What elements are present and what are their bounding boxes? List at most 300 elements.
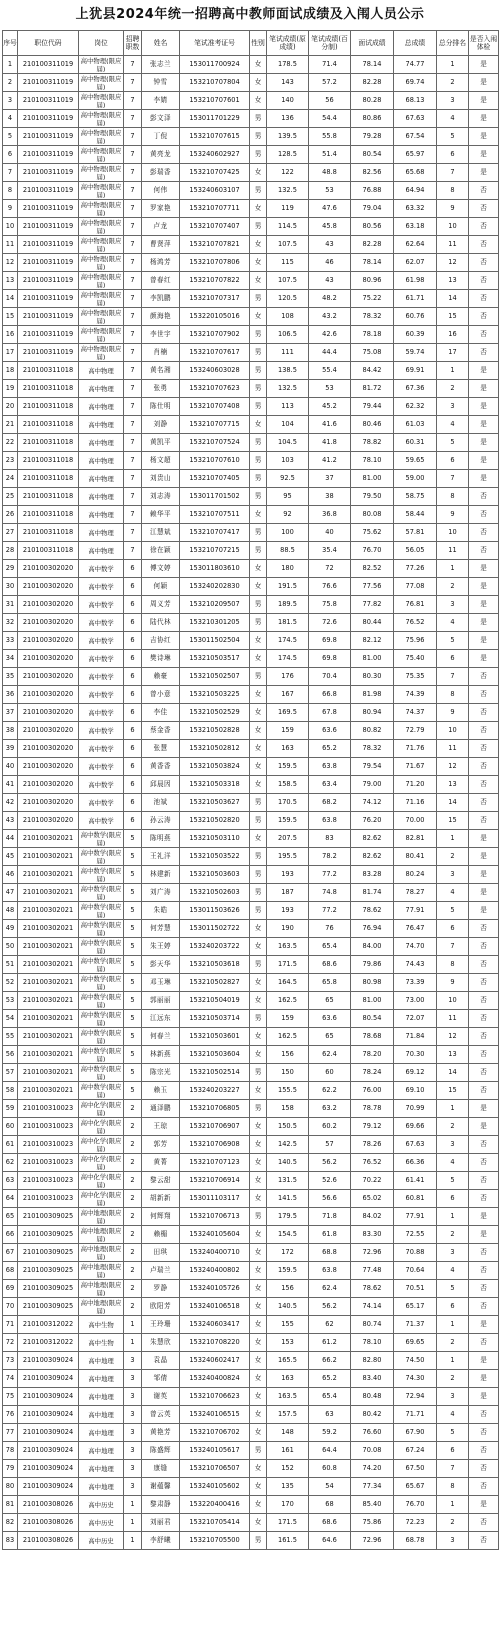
cell-written-percent: 67.8 (309, 704, 351, 722)
cell-position-code: 210100302021 (18, 830, 79, 848)
cell-gender: 男 (250, 434, 267, 452)
cell-written-percent: 56.2 (309, 1298, 351, 1316)
cell-position: 高中物理 (79, 380, 124, 398)
cell-written-raw: 195.5 (267, 848, 309, 866)
cell-seq: 40 (3, 758, 18, 776)
cell-position-code: 210100310023 (18, 1100, 79, 1118)
cell-written-percent: 56 (309, 92, 351, 110)
cell-position-code: 210100302021 (18, 1046, 79, 1064)
cell-quota: 6 (124, 650, 142, 668)
cell-name: 邓玉琳 (142, 974, 180, 992)
cell-position: 高中数学(限应届) (79, 974, 124, 992)
cell-rank: 14 (437, 1064, 469, 1082)
cell-exam-number: 153220105016 (180, 308, 250, 326)
cell-gender: 女 (250, 74, 267, 92)
cell-exam-number: 153210706713 (180, 1208, 250, 1226)
table-row (3, 578, 499, 596)
cell-position-code: 210100311018 (18, 542, 79, 560)
cell-gender: 男 (250, 182, 267, 200)
cell-name: 郭丽丽 (142, 992, 180, 1010)
cell-gender: 女 (250, 1388, 267, 1406)
cell-name: 田琪 (142, 1244, 180, 1262)
cell-exam-number: 153240400824 (180, 1370, 250, 1388)
cell-total: 61.98 (394, 272, 437, 290)
cell-position-code: 210100311018 (18, 488, 79, 506)
cell-position-code: 210100311019 (18, 308, 79, 326)
cell-position: 高中化学(限应届) (79, 1118, 124, 1136)
cell-exam-number: 153240105726 (180, 1280, 250, 1298)
cell-written-raw: 167 (267, 686, 309, 704)
cell-written-percent: 43.2 (309, 308, 351, 326)
cell-written-raw: 132.5 (267, 380, 309, 398)
cell-rank: 5 (437, 1424, 469, 1442)
table-row (3, 290, 499, 308)
cell-exam-number: 153210503627 (180, 794, 250, 812)
cell-quota: 7 (124, 110, 142, 128)
cell-rank: 8 (437, 686, 469, 704)
cell-position-code: 210100302020 (18, 740, 79, 758)
cell-position-code: 210100302021 (18, 1082, 79, 1100)
cell-position-code: 210100309025 (18, 1280, 79, 1298)
table-row (3, 884, 499, 902)
cell-seq: 61 (3, 1136, 18, 1154)
cell-total: 77.91 (394, 902, 437, 920)
table-row (3, 686, 499, 704)
table-row (3, 524, 499, 542)
cell-rank: 2 (437, 1226, 469, 1244)
cell-rank: 8 (437, 182, 469, 200)
cell-exam-number: 153210503318 (180, 776, 250, 794)
table-row (3, 632, 499, 650)
cell-name: 周义芳 (142, 596, 180, 614)
cell-position: 高中物理(限应届) (79, 344, 124, 362)
cell-written-percent: 54 (309, 1478, 351, 1496)
cell-exam-number: 153210502603 (180, 884, 250, 902)
cell-gender: 女 (250, 1424, 267, 1442)
cell-shortlisted: 否 (469, 938, 499, 956)
cell-gender: 男 (250, 290, 267, 308)
cell-position: 高中数学 (79, 722, 124, 740)
cell-interview: 77.48 (351, 1262, 394, 1280)
cell-written-percent: 75.8 (309, 596, 351, 614)
cell-total: 76.47 (394, 920, 437, 938)
cell-rank: 6 (437, 1442, 469, 1460)
cell-gender: 女 (250, 236, 267, 254)
cell-gender: 女 (250, 1244, 267, 1262)
cell-total: 65.97 (394, 146, 437, 164)
cell-gender: 女 (250, 992, 267, 1010)
cell-quota: 6 (124, 578, 142, 596)
header-written-percent: 笔试成绩(百分制) (309, 31, 351, 56)
cell-gender: 女 (250, 1190, 267, 1208)
cell-quota: 7 (124, 218, 142, 236)
cell-quota: 2 (124, 1190, 142, 1208)
cell-seq: 31 (3, 596, 18, 614)
cell-rank: 1 (437, 1316, 469, 1334)
cell-written-raw: 189.5 (267, 596, 309, 614)
cell-written-percent: 66.2 (309, 1352, 351, 1370)
cell-quota: 7 (124, 416, 142, 434)
cell-name: 樊诗琳 (142, 650, 180, 668)
cell-position: 高中数学(限应届) (79, 956, 124, 974)
cell-total: 75.40 (394, 650, 437, 668)
header-total: 总成绩 (394, 31, 437, 56)
cell-seq: 36 (3, 686, 18, 704)
cell-total: 70.88 (394, 1244, 437, 1262)
cell-gender: 男 (250, 1532, 267, 1550)
cell-written-percent: 62 (309, 1316, 351, 1334)
cell-written-percent: 68.6 (309, 956, 351, 974)
cell-total: 73.00 (394, 992, 437, 1010)
cell-written-raw: 100 (267, 524, 309, 542)
cell-shortlisted: 是 (469, 1316, 499, 1334)
cell-total: 70.99 (394, 1100, 437, 1118)
cell-shortlisted: 否 (469, 200, 499, 218)
cell-interview: 79.86 (351, 956, 394, 974)
cell-position: 高中物理(限应届) (79, 308, 124, 326)
cell-interview: 80.86 (351, 110, 394, 128)
cell-shortlisted: 否 (469, 236, 499, 254)
cell-position: 高中地理 (79, 1352, 124, 1370)
cell-written-percent: 60 (309, 1064, 351, 1082)
cell-written-raw: 178.5 (267, 56, 309, 74)
cell-name: 黄香香 (142, 758, 180, 776)
cell-position: 高中数学(限应届) (79, 866, 124, 884)
cell-rank: 5 (437, 902, 469, 920)
cell-seq: 47 (3, 884, 18, 902)
cell-written-raw: 159.5 (267, 758, 309, 776)
cell-interview: 84.02 (351, 1208, 394, 1226)
cell-total: 69.66 (394, 1118, 437, 1136)
cell-gender: 女 (250, 1352, 267, 1370)
cell-shortlisted: 是 (469, 110, 499, 128)
cell-total: 72.94 (394, 1388, 437, 1406)
cell-exam-number: 153210503522 (180, 848, 250, 866)
cell-shortlisted: 否 (469, 1082, 499, 1100)
cell-gender: 男 (250, 866, 267, 884)
cell-interview: 80.56 (351, 218, 394, 236)
cell-seq: 52 (3, 974, 18, 992)
cell-rank: 10 (437, 218, 469, 236)
cell-quota: 7 (124, 362, 142, 380)
cell-total: 82.81 (394, 830, 437, 848)
cell-total: 74.37 (394, 704, 437, 722)
cell-position-code: 210100312022 (18, 1316, 79, 1334)
cell-interview: 78.20 (351, 1046, 394, 1064)
cell-written-percent: 71.8 (309, 1208, 351, 1226)
cell-interview: 81.74 (351, 884, 394, 902)
cell-seq: 79 (3, 1460, 18, 1478)
cell-shortlisted: 是 (469, 1388, 499, 1406)
cell-written-percent: 43 (309, 272, 351, 290)
cell-written-raw: 135 (267, 1478, 309, 1496)
cell-interview: 75.08 (351, 344, 394, 362)
cell-quota: 6 (124, 614, 142, 632)
cell-rank: 6 (437, 1298, 469, 1316)
cell-quota: 7 (124, 308, 142, 326)
cell-seq: 29 (3, 560, 18, 578)
cell-interview: 79.04 (351, 200, 394, 218)
cell-position-code: 210100311019 (18, 218, 79, 236)
cell-written-raw: 155 (267, 1316, 309, 1334)
cell-gender: 男 (250, 380, 267, 398)
cell-rank: 2 (437, 74, 469, 92)
cell-interview: 85.40 (351, 1496, 394, 1514)
cell-total: 76.70 (394, 1496, 437, 1514)
cell-position: 高中物理(限应届) (79, 200, 124, 218)
cell-rank: 2 (437, 1334, 469, 1352)
cell-position-code: 210100302021 (18, 902, 79, 920)
cell-exam-number: 153210503225 (180, 686, 250, 704)
cell-exam-number: 153210707711 (180, 200, 250, 218)
cell-gender: 女 (250, 92, 267, 110)
cell-position: 高中数学(限应届) (79, 992, 124, 1010)
cell-written-raw: 170.5 (267, 794, 309, 812)
cell-total: 74.70 (394, 938, 437, 956)
cell-written-raw: 141.5 (267, 1190, 309, 1208)
cell-exam-number: 153240202830 (180, 578, 250, 596)
cell-total: 72.23 (394, 1514, 437, 1532)
cell-written-percent: 46 (309, 254, 351, 272)
cell-total: 57.81 (394, 524, 437, 542)
cell-seq: 26 (3, 506, 18, 524)
cell-exam-number: 153210707615 (180, 128, 250, 146)
cell-rank: 1 (437, 1100, 469, 1118)
cell-seq: 20 (3, 398, 18, 416)
cell-seq: 64 (3, 1190, 18, 1208)
cell-rank: 1 (437, 560, 469, 578)
cell-name: 徐在颖 (142, 542, 180, 560)
cell-seq: 11 (3, 236, 18, 254)
cell-total: 73.39 (394, 974, 437, 992)
cell-written-raw: 159.5 (267, 812, 309, 830)
cell-rank: 4 (437, 614, 469, 632)
cell-total: 58.75 (394, 488, 437, 506)
cell-written-percent: 57 (309, 1136, 351, 1154)
cell-written-percent: 63.4 (309, 776, 351, 794)
cell-position-code: 210100311019 (18, 146, 79, 164)
cell-shortlisted: 否 (469, 776, 499, 794)
table-row (3, 812, 499, 830)
cell-written-percent: 68.2 (309, 794, 351, 812)
cell-total: 71.37 (394, 1316, 437, 1334)
cell-quota: 3 (124, 1352, 142, 1370)
cell-seq: 2 (3, 74, 18, 92)
cell-total: 64.94 (394, 182, 437, 200)
cell-position: 高中物理 (79, 506, 124, 524)
cell-position: 高中化学(限应届) (79, 1154, 124, 1172)
cell-rank: 15 (437, 812, 469, 830)
cell-exam-number: 153210503517 (180, 650, 250, 668)
table-row (3, 830, 499, 848)
cell-gender: 女 (250, 1496, 267, 1514)
cell-exam-number: 153011803610 (180, 560, 250, 578)
cell-shortlisted: 否 (469, 1262, 499, 1280)
cell-written-percent: 55.8 (309, 128, 351, 146)
cell-quota: 2 (124, 1118, 142, 1136)
cell-name: 陆代林 (142, 614, 180, 632)
cell-written-raw: 88.5 (267, 542, 309, 560)
cell-seq: 51 (3, 956, 18, 974)
cell-written-percent: 55.4 (309, 362, 351, 380)
cell-quota: 3 (124, 1424, 142, 1442)
cell-position-code: 210100302020 (18, 560, 79, 578)
cell-exam-number: 153210707524 (180, 434, 250, 452)
cell-position-code: 210100312022 (18, 1334, 79, 1352)
cell-gender: 女 (250, 1262, 267, 1280)
cell-gender: 女 (250, 938, 267, 956)
cell-interview: 78.18 (351, 326, 394, 344)
table-row (3, 596, 499, 614)
header-rank: 总分排名 (437, 31, 469, 56)
cell-shortlisted: 否 (469, 308, 499, 326)
cell-interview: 78.14 (351, 56, 394, 74)
cell-quota: 7 (124, 506, 142, 524)
cell-written-raw: 158.5 (267, 776, 309, 794)
cell-position: 高中物理(限应届) (79, 290, 124, 308)
cell-interview: 78.32 (351, 308, 394, 326)
cell-seq: 60 (3, 1118, 18, 1136)
cell-total: 63.18 (394, 218, 437, 236)
cell-written-percent: 44.4 (309, 344, 351, 362)
cell-total: 77.26 (394, 560, 437, 578)
cell-position: 高中数学 (79, 776, 124, 794)
cell-position: 高中数学 (79, 560, 124, 578)
cell-seq: 25 (3, 488, 18, 506)
table-row (3, 380, 499, 398)
cell-gender: 女 (250, 920, 267, 938)
table-row (3, 992, 499, 1010)
cell-written-percent: 65.2 (309, 740, 351, 758)
cell-position: 高中地理 (79, 1478, 124, 1496)
cell-interview: 70.08 (351, 1442, 394, 1460)
cell-gender: 男 (250, 668, 267, 686)
table-row (3, 938, 499, 956)
cell-shortlisted: 是 (469, 1496, 499, 1514)
table-row (3, 1208, 499, 1226)
cell-interview: 80.28 (351, 92, 394, 110)
cell-interview: 82.62 (351, 848, 394, 866)
cell-seq: 37 (3, 704, 18, 722)
cell-interview: 78.32 (351, 740, 394, 758)
table-row (3, 902, 499, 920)
cell-position-code: 210100309025 (18, 1262, 79, 1280)
table-row (3, 110, 499, 128)
cell-seq: 56 (3, 1046, 18, 1064)
cell-shortlisted: 是 (469, 146, 499, 164)
cell-interview: 78.14 (351, 254, 394, 272)
cell-gender: 男 (250, 218, 267, 236)
cell-total: 62.07 (394, 254, 437, 272)
cell-seq: 16 (3, 326, 18, 344)
cell-seq: 41 (3, 776, 18, 794)
cell-rank: 11 (437, 1010, 469, 1028)
cell-name: 卢龙 (142, 218, 180, 236)
cell-quota: 6 (124, 722, 142, 740)
cell-rank: 9 (437, 974, 469, 992)
cell-name: 曹贤萍 (142, 236, 180, 254)
cell-name: 颜海艳 (142, 308, 180, 326)
cell-seq: 78 (3, 1442, 18, 1460)
cell-quota: 7 (124, 272, 142, 290)
table-body (3, 56, 499, 1550)
cell-seq: 83 (3, 1532, 18, 1550)
cell-written-percent: 51.4 (309, 146, 351, 164)
cell-quota: 7 (124, 398, 142, 416)
cell-total: 74.39 (394, 686, 437, 704)
cell-position: 高中地理 (79, 1460, 124, 1478)
cell-shortlisted: 是 (469, 92, 499, 110)
cell-gender: 女 (250, 758, 267, 776)
header-seq: 序号 (3, 31, 18, 56)
cell-rank: 8 (437, 1478, 469, 1496)
table-row (3, 272, 499, 290)
cell-written-percent: 61.2 (309, 1334, 351, 1352)
cell-written-raw: 174.5 (267, 632, 309, 650)
cell-quota: 6 (124, 560, 142, 578)
cell-shortlisted: 是 (469, 884, 499, 902)
cell-total: 76.52 (394, 614, 437, 632)
cell-gender: 女 (250, 1298, 267, 1316)
cell-written-percent: 36.8 (309, 506, 351, 524)
cell-shortlisted: 否 (469, 1406, 499, 1424)
cell-name: 张慧 (142, 740, 180, 758)
cell-total: 71.84 (394, 1028, 437, 1046)
cell-written-percent: 68.8 (309, 1244, 351, 1262)
cell-written-percent: 65 (309, 992, 351, 1010)
cell-name: 黄艳芳 (142, 1424, 180, 1442)
cell-exam-number: 153210707617 (180, 344, 250, 362)
cell-exam-number: 153210503603 (180, 866, 250, 884)
cell-total: 72.55 (394, 1226, 437, 1244)
cell-exam-number: 153210707407 (180, 218, 250, 236)
cell-written-raw: 193 (267, 866, 309, 884)
table-row (3, 614, 499, 632)
cell-seq: 82 (3, 1514, 18, 1532)
cell-name: 陈宗光 (142, 1064, 180, 1082)
cell-name: 袁晶 (142, 1352, 180, 1370)
cell-rank: 4 (437, 884, 469, 902)
cell-gender: 男 (250, 1208, 267, 1226)
cell-gender: 男 (250, 326, 267, 344)
table-row (3, 650, 499, 668)
cell-position: 高中历史 (79, 1532, 124, 1550)
cell-total: 77.91 (394, 1208, 437, 1226)
cell-name: 刘志涛 (142, 488, 180, 506)
cell-gender: 男 (250, 470, 267, 488)
cell-exam-number: 153011701229 (180, 110, 250, 128)
cell-written-percent: 72 (309, 560, 351, 578)
cell-written-raw: 104.5 (267, 434, 309, 452)
cell-shortlisted: 否 (469, 524, 499, 542)
cell-shortlisted: 是 (469, 614, 499, 632)
cell-shortlisted: 是 (469, 596, 499, 614)
cell-position-code: 210100302020 (18, 686, 79, 704)
cell-seq: 5 (3, 128, 18, 146)
cell-exam-number: 153210503618 (180, 956, 250, 974)
cell-written-raw: 138.5 (267, 362, 309, 380)
cell-position: 高中物理(限应届) (79, 164, 124, 182)
cell-quota: 5 (124, 992, 142, 1010)
cell-position-code: 210100302020 (18, 668, 79, 686)
cell-quota: 6 (124, 632, 142, 650)
cell-seq: 8 (3, 182, 18, 200)
cell-written-raw: 128.5 (267, 146, 309, 164)
cell-shortlisted: 否 (469, 1460, 499, 1478)
cell-exam-number: 153210502827 (180, 974, 250, 992)
cell-seq: 67 (3, 1244, 18, 1262)
cell-name: 曾春红 (142, 272, 180, 290)
